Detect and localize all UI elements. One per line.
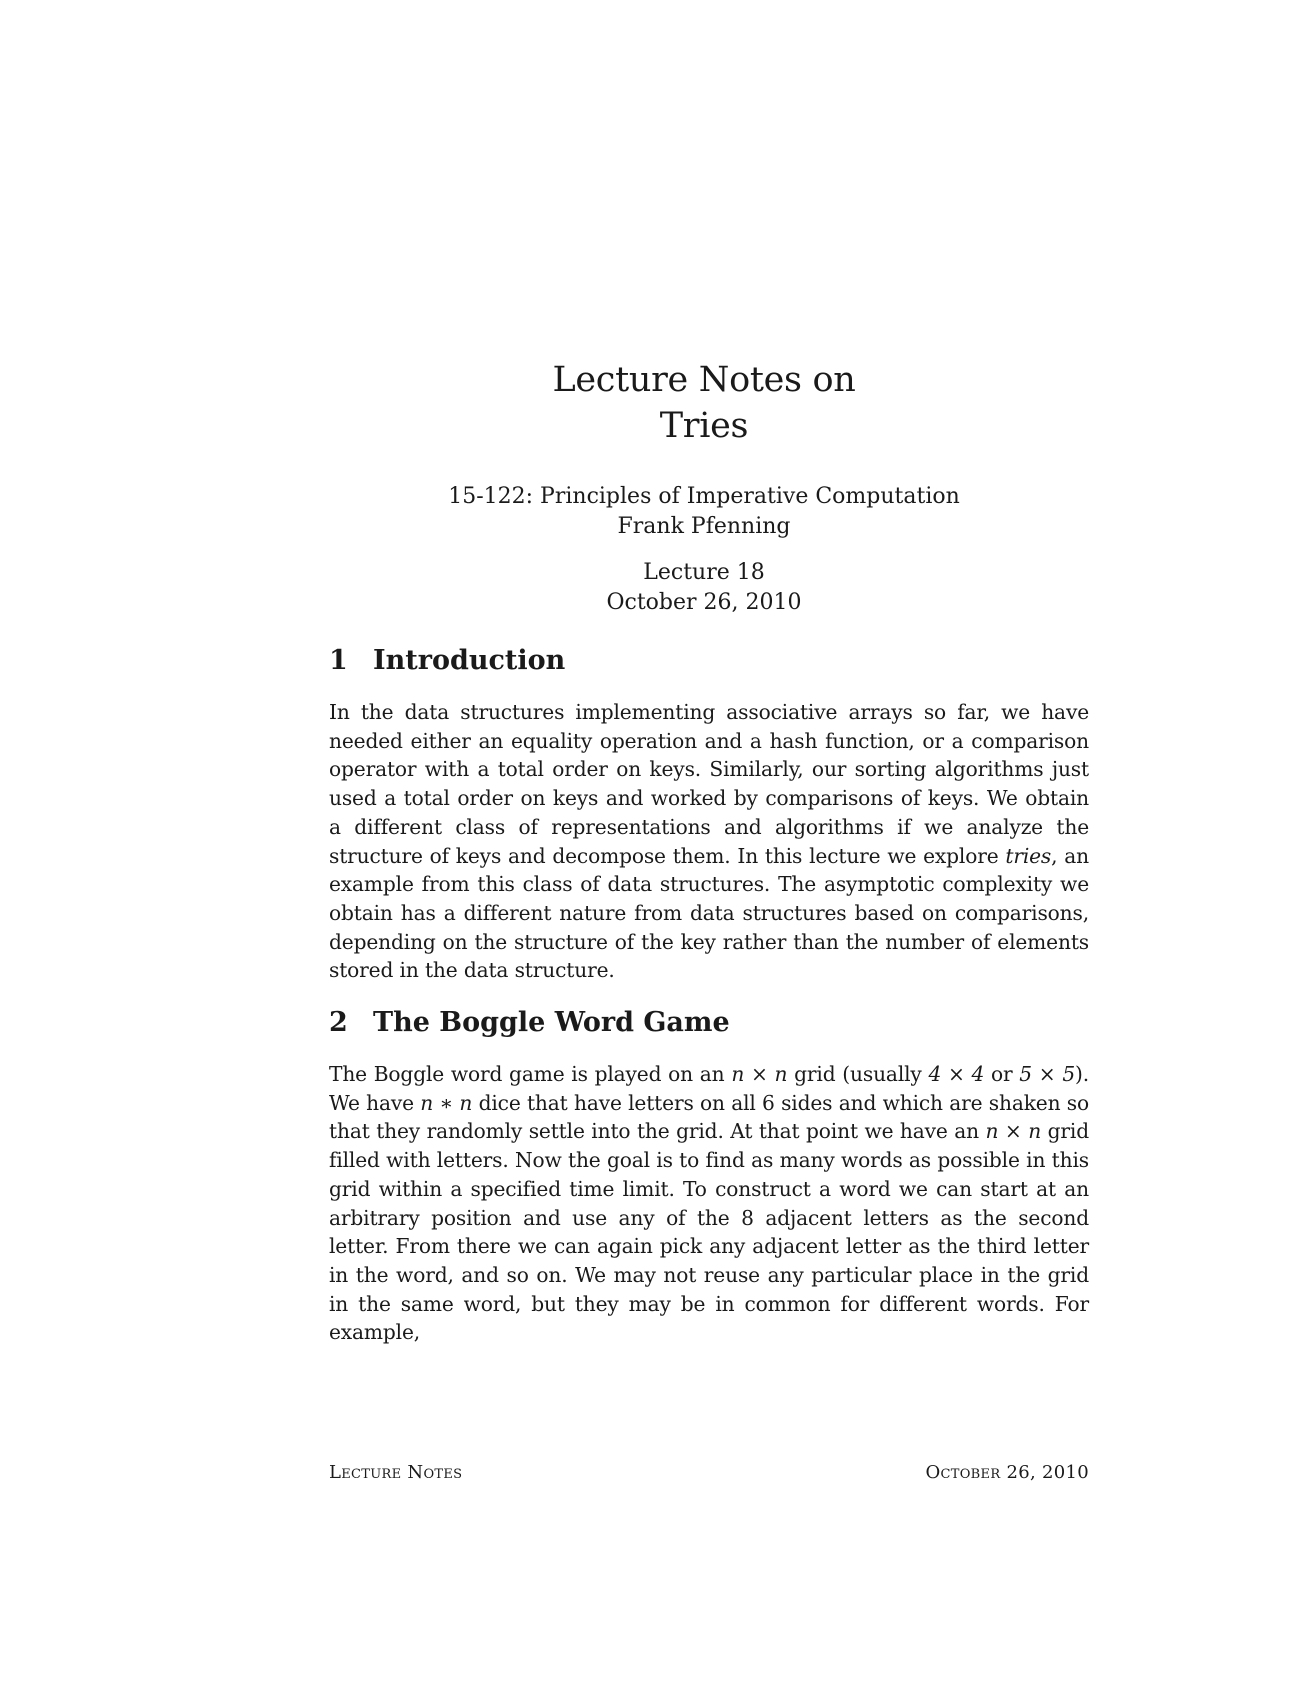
section-boggle — [329, 1006, 1089, 1347]
paragraph — [329, 1060, 1089, 1347]
section-introduction — [329, 644, 1089, 985]
course-name: 15-122: Principles of Imperative Computation — [448, 484, 960, 509]
lecture-date: October 26, 2010 — [606, 590, 802, 615]
math-expression: n × n — [985, 1119, 1042, 1144]
title-block — [330, 357, 1078, 449]
math-expression: n × n — [731, 1062, 788, 1086]
section-number: 2 — [329, 1007, 348, 1038]
text-run: or — [984, 1062, 1020, 1086]
paragraph — [329, 698, 1089, 985]
text-run: The Boggle word game is played on an — [329, 1062, 732, 1086]
section-heading — [329, 644, 1089, 678]
text-run: ). We have — [329, 1062, 1090, 1115]
lecture-number: Lecture 18 — [643, 560, 765, 585]
text-run: , an example from this class of data structures. The asymptotic complexity we obtain has a different nature from data structures based on comparisons, depending on the structure of the key rather than the number of elements stored in the data structure. — [329, 843, 1089, 983]
footer-left: Lecture Notes — [329, 1462, 463, 1483]
footer-date: October 26, 2010 — [925, 1462, 1089, 1483]
math-expression: n ∗ n — [420, 1090, 473, 1115]
emphasis-term: tries — [1005, 843, 1052, 868]
meta-block — [330, 482, 1078, 618]
math-expression: 5 × 5 — [1019, 1062, 1076, 1086]
text-run: dice that have letters on all 6 sides and which are shaken so that they randomly settle into the grid. At that point we have an — [329, 1090, 1090, 1144]
text-run: grid (usually — [787, 1062, 929, 1086]
section-number: 1 — [329, 645, 348, 676]
math-expression: 4 × 4 — [928, 1062, 985, 1086]
section-heading — [329, 1006, 1089, 1040]
title-line-1: Lecture Notes on — [552, 360, 856, 400]
section-title: Introduction — [373, 645, 566, 676]
text-run: grid filled with letters. Now the goal is to find as many words as possible in this grid within a specified time limit. To construct a word we can start at an arbitrary position and use any of the 8 adjacent letters as the second letter. From there we can again pick any adjacent letter as the third letter in the word, and so on. We may not reuse any particular place in the grid in the same word, but they may be in common for different words. For example, — [329, 1119, 1089, 1345]
text-run: In the data structures implementing associative arrays so far, we have needed either an equality operation and a hash function, or a comparison operator with a total order on keys. Similarly, our sorting algorithms just used a total order on keys and worked by comparisons of keys. We obtain a different class of representations and algorithms if we analyze the structure of keys and decompose them. In this lecture we explore — [329, 700, 1089, 868]
section-title: The Boggle Word Game — [373, 1007, 730, 1038]
title-line-2: Tries — [659, 406, 749, 446]
author-name: Frank Pfenning — [617, 514, 791, 539]
